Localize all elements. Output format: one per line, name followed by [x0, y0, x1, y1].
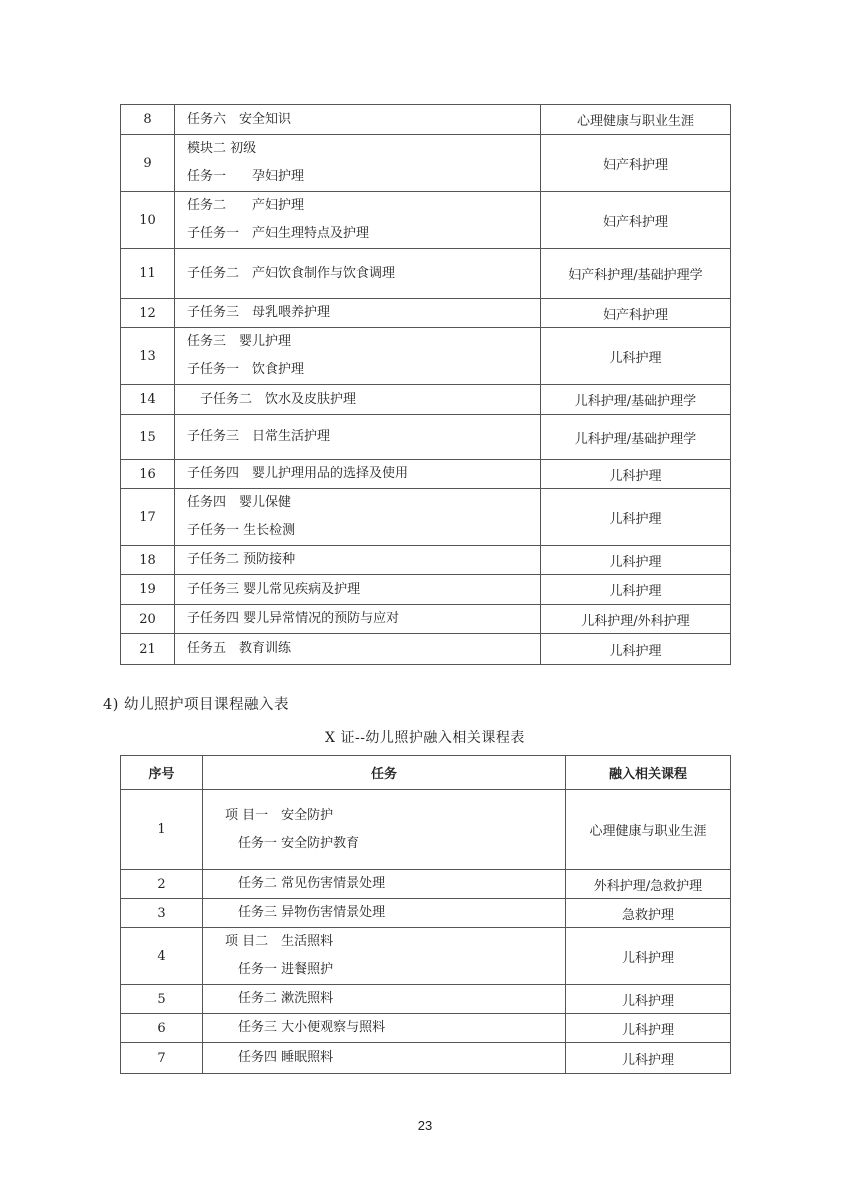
- table-row: [121, 634, 731, 665]
- task-cell: [203, 899, 566, 928]
- task-line: 任务四 婴儿保健: [187, 495, 292, 510]
- task-cell: [175, 546, 541, 575]
- task-cell: [175, 575, 541, 605]
- table-row: [121, 489, 731, 546]
- table-row: [121, 790, 731, 870]
- course-cell: 外科护理/急救护理: [566, 870, 731, 899]
- task-line: 子任务二 预防接种: [187, 552, 296, 567]
- table-row: [121, 899, 731, 928]
- row-number: 17: [121, 489, 175, 546]
- task-cell: [203, 985, 566, 1014]
- row-number: 13: [121, 328, 175, 385]
- row-number: 14: [121, 385, 175, 415]
- task-cell: [175, 135, 541, 192]
- task-line: 任务二 产妇护理: [187, 198, 305, 213]
- task-line: 子任务二 饮水及皮肤护理: [187, 391, 357, 407]
- table-row: [121, 415, 731, 460]
- row-number: 7: [121, 1043, 203, 1074]
- task-cell: [203, 928, 566, 985]
- task-line: 任务一 孕妇护理: [187, 169, 305, 184]
- task-cell: [175, 605, 541, 634]
- row-number: 15: [121, 415, 175, 460]
- task-line: 子任务一 生长检测: [187, 523, 296, 538]
- task-line: 子任务三 婴儿常见疾病及护理: [187, 581, 361, 597]
- course-cell: 儿科护理/基础护理学: [541, 385, 731, 415]
- course-cell: 儿科护理: [541, 328, 731, 385]
- task-line: 任务二 漱洗照料: [225, 991, 334, 1006]
- task-line: 项 目一 安全防护: [225, 807, 334, 823]
- course-table-lower-body: [121, 790, 731, 1074]
- task-line: 任务四 睡眠照料: [225, 1050, 334, 1065]
- task-cell: [203, 1043, 566, 1074]
- header-row: [121, 756, 731, 790]
- course-cell: 急救护理: [566, 899, 731, 928]
- table-row: [121, 575, 731, 605]
- task-line: 子任务二 产妇饮食制作与饮食调理: [187, 265, 396, 281]
- table-row: [121, 328, 731, 385]
- row-number: 6: [121, 1014, 203, 1043]
- task-cell: [175, 192, 541, 249]
- task-cell: [175, 249, 541, 299]
- course-cell: 儿科护理: [566, 985, 731, 1014]
- table-row: [121, 299, 731, 328]
- task-cell: [203, 790, 566, 870]
- task-cell: [175, 299, 541, 328]
- task-cell: [175, 105, 541, 135]
- header-task: 任务: [203, 756, 566, 790]
- course-cell: 儿科护理/基础护理学: [541, 415, 731, 460]
- row-number: 8: [121, 105, 175, 135]
- row-number: 19: [121, 575, 175, 605]
- course-cell: 儿科护理: [566, 928, 731, 985]
- table-row: [121, 546, 731, 575]
- course-cell: 儿科护理: [541, 489, 731, 546]
- task-line: 子任务一 饮食护理: [187, 362, 305, 377]
- course-cell: 儿科护理: [541, 575, 731, 605]
- task-cell: [175, 385, 541, 415]
- table-row: [121, 135, 731, 192]
- course-cell: 妇产科护理/基础护理学: [541, 249, 731, 299]
- table-row: [121, 1043, 731, 1074]
- course-cell: 儿科护理: [566, 1014, 731, 1043]
- course-cell: 儿科护理: [566, 1043, 731, 1074]
- row-number: 2: [121, 870, 203, 899]
- task-line: 子任务三 日常生活护理: [187, 429, 331, 444]
- table-row: [121, 928, 731, 985]
- page-number: 23: [417, 1118, 433, 1133]
- table-row: [121, 985, 731, 1014]
- course-cell: 妇产科护理: [541, 135, 731, 192]
- task-cell: [175, 415, 541, 460]
- course-cell: 妇产科护理: [541, 192, 731, 249]
- header-no: 序号: [121, 756, 203, 790]
- task-line: 子任务四 婴儿异常情况的预防与应对: [187, 611, 400, 626]
- task-cell: [175, 634, 541, 665]
- row-number: 9: [121, 135, 175, 192]
- task-line: 任务三 婴儿护理: [187, 334, 292, 349]
- table-row: [121, 105, 731, 135]
- row-number: 3: [121, 899, 203, 928]
- course-table-lower: [120, 755, 731, 1074]
- task-line: 模块二 初级: [187, 141, 257, 156]
- task-line: 子任务四 婴儿护理用品的选择及使用: [187, 466, 409, 481]
- task-line: 任务二 常见伤害情景处理: [225, 876, 386, 891]
- table-row: [121, 249, 731, 299]
- section-heading: 4) 幼儿照护项目课程融入表: [103, 697, 289, 713]
- task-line: 任务六 安全知识: [187, 111, 292, 127]
- row-number: 20: [121, 605, 175, 634]
- task-cell: [203, 1014, 566, 1043]
- task-cell: [175, 489, 541, 546]
- header-course: 融入相关课程: [566, 756, 731, 790]
- course-cell: 心理健康与职业生涯: [541, 105, 731, 135]
- task-line: 任务一 安全防护教育: [225, 835, 360, 851]
- table-row: [121, 605, 731, 634]
- row-number: 11: [121, 249, 175, 299]
- task-line: 子任务一 产妇生理特点及护理: [187, 226, 370, 241]
- task-cell: [175, 460, 541, 489]
- task-line: 任务三 大小便观察与照料: [225, 1020, 386, 1035]
- table-row: [121, 385, 731, 415]
- course-cell: 儿科护理: [541, 546, 731, 575]
- table-row: [121, 460, 731, 489]
- table-row: [121, 870, 731, 899]
- row-number: 18: [121, 546, 175, 575]
- task-line: 任务三 异物伤害情景处理: [225, 905, 386, 920]
- row-number: 12: [121, 299, 175, 328]
- row-number: 1: [121, 790, 203, 870]
- course-cell: 心理健康与职业生涯: [566, 790, 731, 870]
- task-line: 子任务三 母乳喂养护理: [187, 305, 331, 320]
- table-caption: X 证--幼儿照护融入相关课程表: [325, 730, 525, 746]
- row-number: 10: [121, 192, 175, 249]
- course-cell: 儿科护理/外科护理: [541, 605, 731, 634]
- task-line: 项 目二 生活照料: [225, 934, 334, 949]
- row-number: 5: [121, 985, 203, 1014]
- row-number: 21: [121, 634, 175, 665]
- task-line: 任务一 进餐照护: [225, 962, 334, 977]
- row-number: 4: [121, 928, 203, 985]
- course-cell: 儿科护理: [541, 460, 731, 489]
- course-table-upper: [120, 104, 731, 665]
- course-cell: 妇产科护理: [541, 299, 731, 328]
- table-row: [121, 1014, 731, 1043]
- course-cell: 儿科护理: [541, 634, 731, 665]
- course-table-upper-body: [121, 105, 731, 665]
- task-cell: [175, 328, 541, 385]
- table-row: [121, 192, 731, 249]
- task-line: 任务五 教育训练: [187, 641, 292, 656]
- row-number: 16: [121, 460, 175, 489]
- task-cell: [203, 870, 566, 899]
